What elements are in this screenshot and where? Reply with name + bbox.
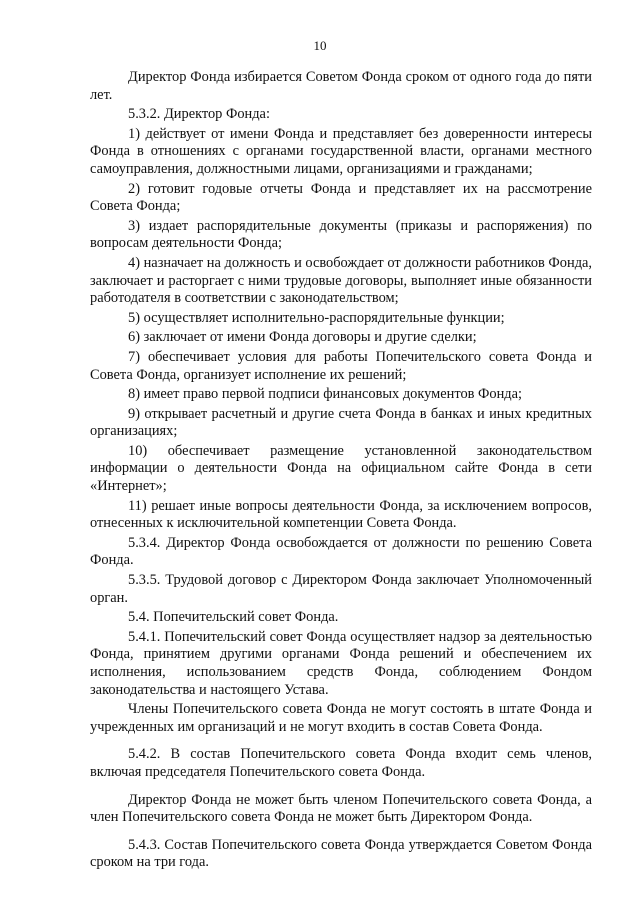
list-item-9: 9) открывает расчетный и другие счета Фонда в банках и иных кредитных организациях;	[90, 405, 592, 440]
paragraph-5-4-2: 5.4.2. В состав Попечительского совета Фонда входит семь членов, включая председателя Попечительского совета Фонда.	[90, 746, 592, 780]
list-item-2: 2) готовит годовые отчеты Фонда и представляет их на рассмотрение Совета Фонда;	[90, 180, 592, 215]
paragraph-director-not-member: Директор Фонда не может быть членом Попечительского совета Фонда, а член Попечительского совета Фонда не может быть Директором Фонда.	[90, 791, 592, 826]
document-body	[90, 69, 592, 874]
paragraph-5-3-2-heading: 5.3.2. Директор Фонда:	[128, 106, 270, 123]
list-item-7: 7) обеспечивает условия для работы Попечительского совета Фонда и Совета Фонда, организует исполнение их решений;	[90, 348, 592, 383]
paragraph-5-4-heading: 5.4. Попечительский совет Фонда.	[128, 609, 339, 626]
paragraph-5-3-5: 5.3.5. Трудовой договор с Директором Фонда заключает Уполномоченный орган.	[90, 572, 592, 606]
list-item-10: 10) обеспечивает размещение установленной законодательством информации о деятельности Фонда на официальном сайте Фонда в сети «Интернет»;	[90, 442, 592, 495]
list-item-6: 6) заключает от имени Фонда договоры и другие сделки;	[128, 329, 477, 346]
paragraph-5-4-3: 5.4.3. Состав Попечительского совета Фонда утверждается Советом Фонда сроком на три года.	[90, 836, 592, 871]
paragraph-board-members: Члены Попечительского совета Фонда не могут состоять в штате Фонда и учрежденных им организаций и не могут входить в состав Совета Фонда.	[90, 701, 592, 735]
paragraph-director-term: Директор Фонда избирается Советом Фонда сроком от одного года до пяти лет.	[90, 69, 592, 103]
paragraph-5-3-4: 5.3.4. Директор Фонда освобождается от должности по решению Совета Фонда.	[90, 534, 592, 569]
list-item-1: 1) действует от имени Фонда и представляет без доверенности интересы Фонда в отношениях с органами государственной власти, органами местного самоуправления, должностными лицами, организациями и гражданами;	[90, 125, 592, 177]
list-item-8: 8) имеет право первой подписи финансовых документов Фонда;	[128, 386, 523, 403]
page-number: 10	[313, 38, 327, 53]
list-item-5: 5) осуществляет исполнительно-распорядительные функции;	[128, 309, 505, 326]
list-item-3: 3) издает распорядительные документы (приказы и распоряжения) по вопросам деятельности Фонда;	[90, 217, 592, 252]
paragraph-5-4-1: 5.4.1. Попечительский совет Фонда осуществляет надзор за деятельностью Фонда, принятием другими органами Фонда решений и обеспечением их исполнения, использованием средств Фонда, соблюдением Фондом законодательства и настоящего Устава.	[90, 628, 592, 698]
list-item-4: 4) назначает на должность и освобождает от должности работников Фонда, заключает и расторгает с ними трудовые договоры, выполняет иные обязанности работодателя в соответствии с законодательством;	[90, 254, 592, 307]
list-item-11: 11) решает иные вопросы деятельности Фонда, за исключением вопросов, отнесенных к исключительной компетенции Совета Фонда.	[90, 497, 592, 532]
